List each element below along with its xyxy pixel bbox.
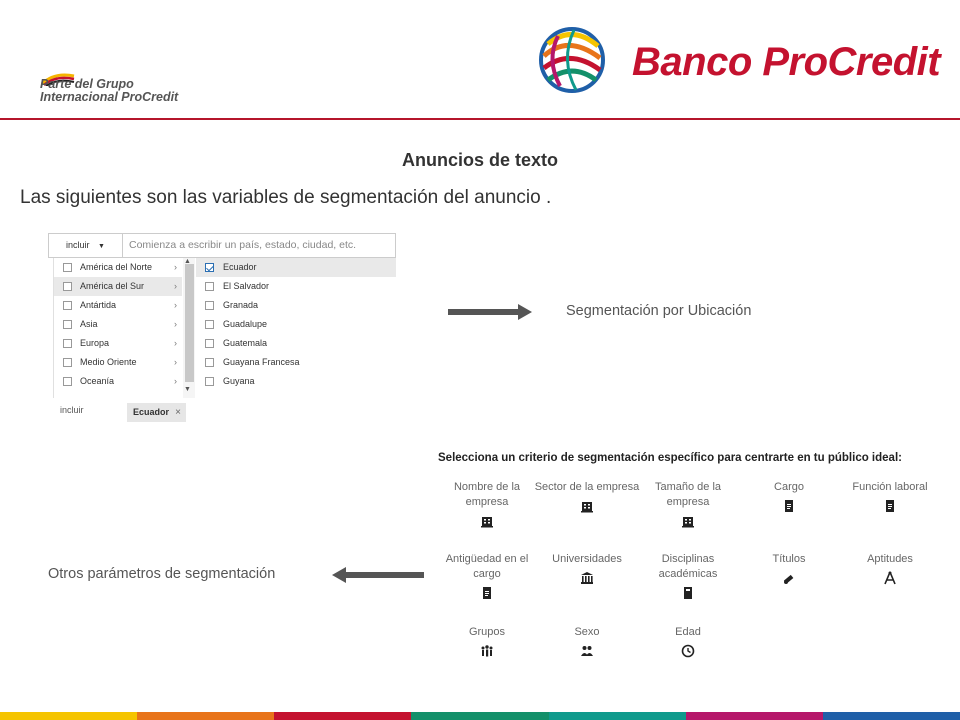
criteria-option[interactable] xyxy=(836,480,944,513)
criteria-option[interactable] xyxy=(735,480,843,513)
arrow-left-icon xyxy=(332,567,424,583)
clock-icon xyxy=(681,644,695,658)
country-item[interactable] xyxy=(196,334,396,353)
criteria-option[interactable] xyxy=(634,480,742,528)
procredit-globe-logo xyxy=(538,26,606,94)
region-item-label: América del Sur xyxy=(80,281,145,291)
slide-title: Anuncios de texto xyxy=(401,150,558,170)
criteria-option[interactable] xyxy=(433,480,541,528)
include-dropdown[interactable] xyxy=(49,234,123,257)
footer-color-segment xyxy=(0,712,138,720)
checkbox[interactable] xyxy=(63,377,72,386)
region-item[interactable] xyxy=(54,277,182,296)
criteria-option-label: Universidades xyxy=(552,553,622,565)
country-item-label: Guatemala xyxy=(223,338,268,348)
chevron-right-icon: › xyxy=(174,357,177,367)
building-icon xyxy=(580,499,594,513)
slide-subtitle: Las siguientes son las variables de segmentación del anuncio . xyxy=(20,187,552,208)
document-icon xyxy=(782,499,796,513)
checkbox[interactable] xyxy=(63,320,72,329)
criteria-option-label: Cargo xyxy=(774,481,804,493)
footer-color-segment xyxy=(823,712,960,720)
criteria-option-label: Aptitudes xyxy=(867,553,913,565)
criteria-option[interactable] xyxy=(533,480,641,513)
country-item-label: El Salvador xyxy=(223,281,270,291)
checkbox[interactable] xyxy=(205,282,214,291)
criteria-option[interactable] xyxy=(533,625,641,658)
chevron-right-icon: › xyxy=(174,338,177,348)
chevron-right-icon: › xyxy=(174,300,177,310)
country-item-label: Ecuador xyxy=(223,262,257,272)
footer-color-segment xyxy=(686,712,824,720)
header-divider xyxy=(0,118,960,120)
checkbox[interactable] xyxy=(63,301,72,310)
document-icon xyxy=(883,499,897,513)
location-search-input[interactable]: Comienza a escribir un país, estado, ciudad, etc. xyxy=(129,239,357,251)
checkbox[interactable] xyxy=(205,358,214,367)
country-item[interactable] xyxy=(196,372,396,391)
scroll-down-icon[interactable]: ▼ xyxy=(184,386,191,393)
criteria-option[interactable] xyxy=(735,552,843,585)
criteria-option-label: Nombre de la empresa xyxy=(453,481,521,508)
compass-icon xyxy=(883,571,897,585)
scrollbar-thumb[interactable] xyxy=(185,264,194,382)
region-item-label: América del Norte xyxy=(80,262,153,272)
criteria-option[interactable] xyxy=(634,625,742,658)
criteria-option[interactable] xyxy=(836,552,944,585)
footer-color-segment xyxy=(549,712,687,720)
criteria-option-label: Tamaño de la empresa xyxy=(654,481,722,508)
checkbox[interactable] xyxy=(63,339,72,348)
country-list xyxy=(196,258,396,398)
region-item[interactable] xyxy=(54,372,182,391)
criteria-title: Selecciona un criterio de segmentación específico para centrarte en tu público ideal: xyxy=(438,452,902,464)
scroll-up-icon[interactable]: ▲ xyxy=(184,258,191,265)
country-item[interactable] xyxy=(196,277,396,296)
criteria-option-label: Sexo xyxy=(574,626,600,638)
country-item[interactable] xyxy=(196,258,396,277)
remove-tag-icon[interactable]: × xyxy=(175,407,181,418)
country-item-label: Granada xyxy=(223,300,259,310)
criteria-option-label: Sector de la empresa xyxy=(534,481,640,493)
building-icon xyxy=(681,514,695,528)
region-item[interactable] xyxy=(54,334,182,353)
group-tagline-line2: Internacional ProCredit xyxy=(40,90,179,104)
chevron-right-icon: › xyxy=(174,319,177,329)
include-dropdown-label: incluir xyxy=(66,240,90,250)
region-item-label: Oceanía xyxy=(80,376,115,386)
criteria-option[interactable] xyxy=(533,552,641,585)
region-item-label: Antártida xyxy=(80,300,117,310)
region-item[interactable] xyxy=(54,315,182,334)
caret-down-icon: ▼ xyxy=(98,243,105,250)
selected-location-tag-label: Ecuador xyxy=(133,407,170,417)
diploma-icon xyxy=(782,571,796,585)
checkbox[interactable] xyxy=(63,282,72,291)
region-item[interactable] xyxy=(54,353,182,372)
location-search-bar xyxy=(48,233,396,258)
chevron-right-icon: › xyxy=(174,262,177,272)
checkbox[interactable] xyxy=(63,358,72,367)
checkbox[interactable] xyxy=(205,263,214,272)
document-icon xyxy=(480,586,494,600)
criteria-option-label: Función laboral xyxy=(852,481,928,493)
criteria-option[interactable] xyxy=(433,552,541,600)
checkbox[interactable] xyxy=(205,339,214,348)
region-item[interactable] xyxy=(54,296,182,315)
group-tagline-line1: Parte del Grupo xyxy=(40,77,134,91)
country-item[interactable] xyxy=(196,315,396,334)
criteria-option-label: Edad xyxy=(675,626,701,638)
footer-color-segment xyxy=(274,712,412,720)
other-params-label: Otros parámetros de segmentación xyxy=(48,566,276,582)
footer-color-segment xyxy=(137,712,275,720)
location-segmentation-label: Segmentación por Ubicación xyxy=(566,303,752,319)
region-item-label: Medio Oriente xyxy=(80,357,137,367)
building-icon xyxy=(480,514,494,528)
bank-name: Banco ProCredit xyxy=(632,40,941,84)
region-list xyxy=(53,258,183,398)
footer-color-segment xyxy=(411,712,549,720)
checkbox[interactable] xyxy=(205,377,214,386)
chevron-right-icon: › xyxy=(174,376,177,386)
university-icon xyxy=(580,571,594,585)
criteria-option-label: Antigüedad en el cargo xyxy=(445,553,529,580)
criteria-option[interactable] xyxy=(433,625,541,658)
criteria-option[interactable] xyxy=(634,552,742,600)
group-tagline xyxy=(40,78,178,104)
book-icon xyxy=(681,586,695,600)
checkbox[interactable] xyxy=(205,301,214,310)
region-item-label: Asia xyxy=(80,319,98,329)
people-icon xyxy=(580,644,594,658)
selected-include-label: incluir xyxy=(60,405,84,415)
country-item-label: Guayana Francesa xyxy=(223,357,300,367)
criteria-option-label: Grupos xyxy=(468,626,506,638)
country-item[interactable] xyxy=(196,353,396,372)
region-item-label: Europa xyxy=(80,338,110,348)
country-item[interactable] xyxy=(196,296,396,315)
chevron-right-icon: › xyxy=(174,281,177,291)
region-item[interactable] xyxy=(54,258,182,277)
criteria-option-label: Títulos xyxy=(772,553,806,565)
group-icon xyxy=(480,644,494,658)
country-item-label: Guyana xyxy=(223,376,255,386)
checkbox[interactable] xyxy=(205,320,214,329)
arrow-right-icon xyxy=(448,304,532,320)
country-item-label: Guadalupe xyxy=(223,319,268,329)
checkbox[interactable] xyxy=(63,263,72,272)
criteria-option-label: Disciplinas académicas xyxy=(658,553,718,580)
selected-location-tag xyxy=(127,403,186,422)
